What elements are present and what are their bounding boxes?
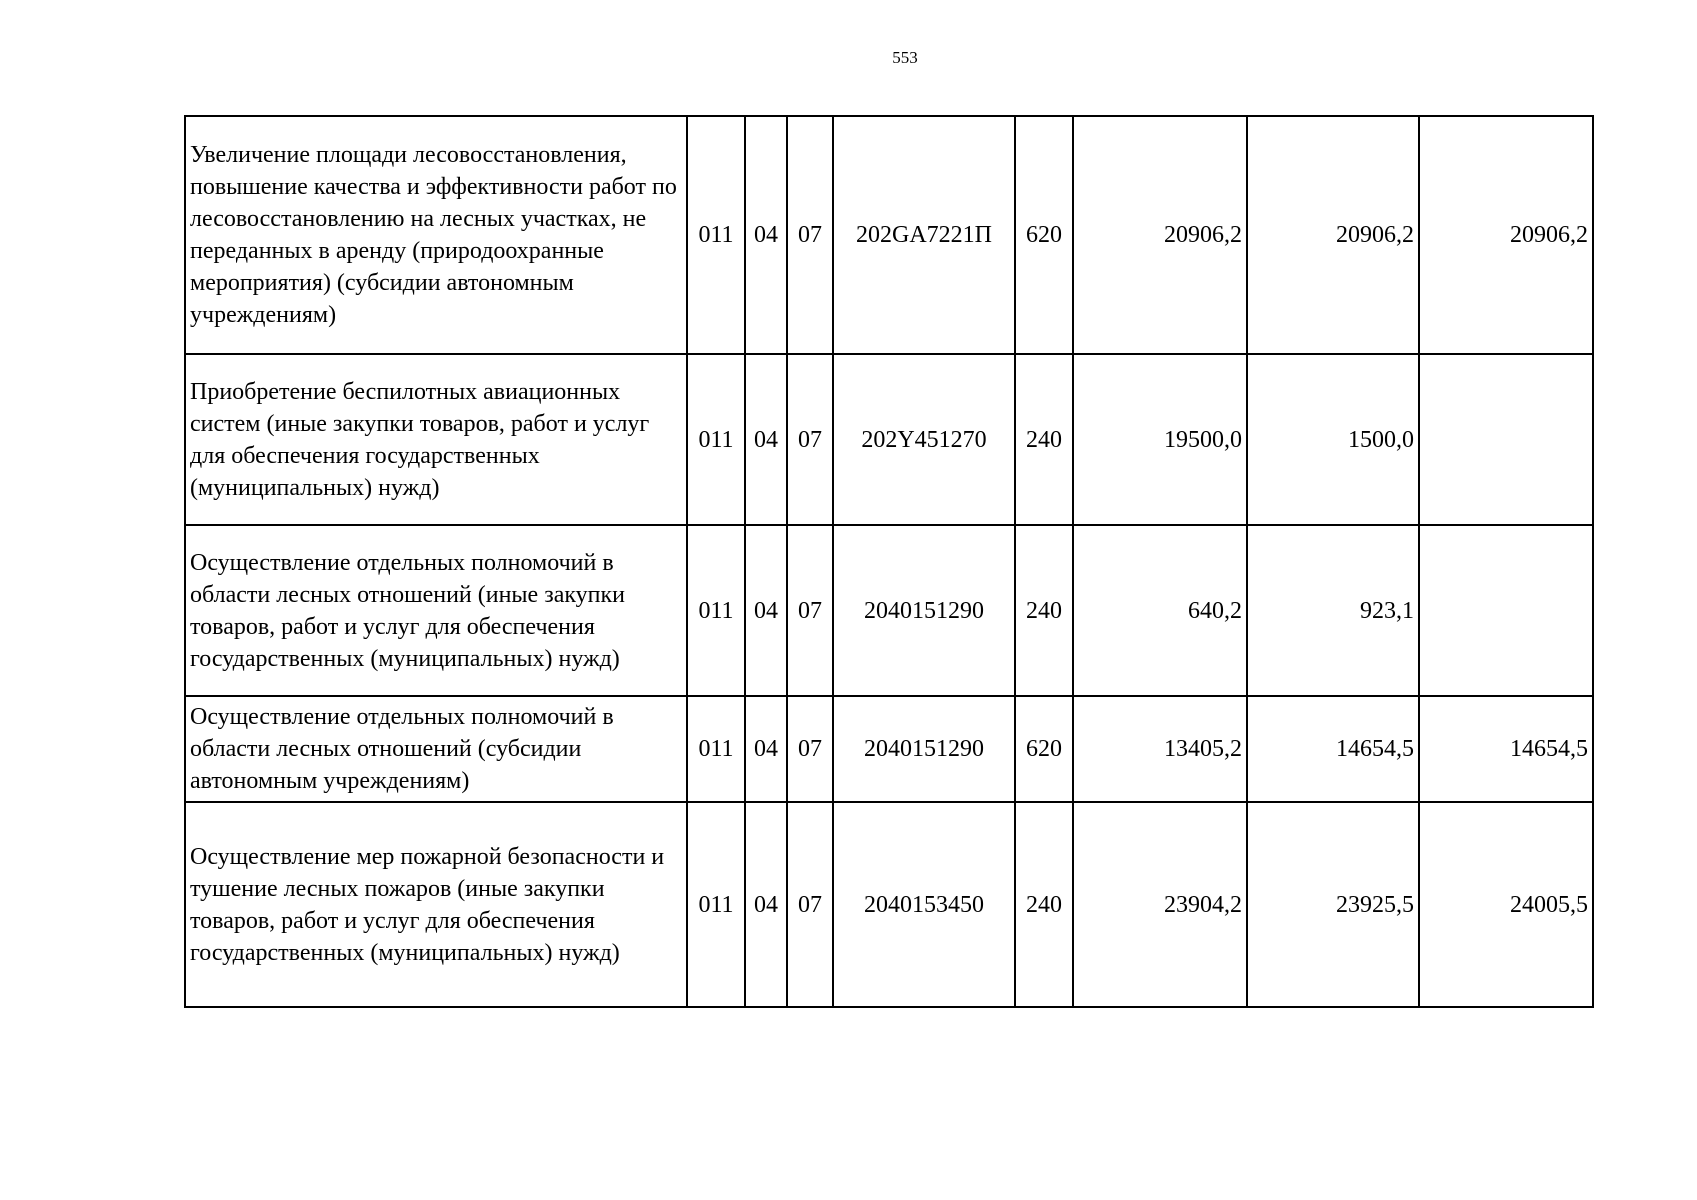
expense-type-code: 620 [1015, 116, 1073, 354]
target-article-code: 202GA7221П [833, 116, 1015, 354]
amount-year-3 [1419, 525, 1593, 696]
section-code: 04 [745, 802, 787, 1007]
amount-year-3: 24005,5 [1419, 802, 1593, 1007]
amount-year-1: 640,2 [1073, 525, 1247, 696]
ministry-code: 011 [687, 116, 745, 354]
target-article-code: 2040153450 [833, 802, 1015, 1007]
amount-year-2: 20906,2 [1247, 116, 1419, 354]
target-article-code: 202Y451270 [833, 354, 1015, 525]
amount-year-1: 19500,0 [1073, 354, 1247, 525]
row-description: Осуществление отдельных полномочий в области лесных отношений (иные закупки товаров, работ и услуг для обеспечения государственных (муниципальных) нужд) [185, 525, 687, 696]
ministry-code: 011 [687, 696, 745, 802]
subsection-code: 07 [787, 802, 833, 1007]
amount-year-1: 23904,2 [1073, 802, 1247, 1007]
subsection-code: 07 [787, 116, 833, 354]
page-number: 553 [892, 48, 918, 67]
amount-year-2: 923,1 [1247, 525, 1419, 696]
subsection-code: 07 [787, 354, 833, 525]
row-description: Осуществление отдельных полномочий в области лесных отношений (субсидии автономным учреждениям) [185, 696, 687, 802]
section-code: 04 [745, 525, 787, 696]
subsection-code: 07 [787, 696, 833, 802]
subsection-code: 07 [787, 525, 833, 696]
target-article-code: 2040151290 [833, 696, 1015, 802]
table-row [185, 354, 1593, 525]
amount-year-3: 20906,2 [1419, 116, 1593, 354]
amount-year-3: 14654,5 [1419, 696, 1593, 802]
row-description: Осуществление мер пожарной безопасности и тушение лесных пожаров (иные закупки товаров, работ и услуг для обеспечения государственных (муниципальных) нужд) [185, 802, 687, 1007]
ministry-code: 011 [687, 525, 745, 696]
expense-type-code: 240 [1015, 354, 1073, 525]
expense-type-code: 240 [1015, 525, 1073, 696]
budget-table [184, 115, 1594, 1008]
amount-year-2: 14654,5 [1247, 696, 1419, 802]
table-row [185, 802, 1593, 1007]
section-code: 04 [745, 354, 787, 525]
ministry-code: 011 [687, 354, 745, 525]
row-description: Увеличение площади лесовосстановления, повышение качества и эффективности работ по лесовосстановлению на лесных участках, не переданных в аренду (природоохранные мероприятия) (субсидии автономным учреждениям) [185, 116, 687, 354]
amount-year-1: 13405,2 [1073, 696, 1247, 802]
table-row [185, 116, 1593, 354]
section-code: 04 [745, 116, 787, 354]
section-code: 04 [745, 696, 787, 802]
target-article-code: 2040151290 [833, 525, 1015, 696]
ministry-code: 011 [687, 802, 745, 1007]
amount-year-2: 23925,5 [1247, 802, 1419, 1007]
amount-year-2: 1500,0 [1247, 354, 1419, 525]
expense-type-code: 620 [1015, 696, 1073, 802]
row-description: Приобретение беспилотных авиационных систем (иные закупки товаров, работ и услуг для обеспечения государственных (муниципальных) нужд) [185, 354, 687, 525]
table-row [185, 696, 1593, 802]
expense-type-code: 240 [1015, 802, 1073, 1007]
table-row [185, 525, 1593, 696]
amount-year-3 [1419, 354, 1593, 525]
amount-year-1: 20906,2 [1073, 116, 1247, 354]
